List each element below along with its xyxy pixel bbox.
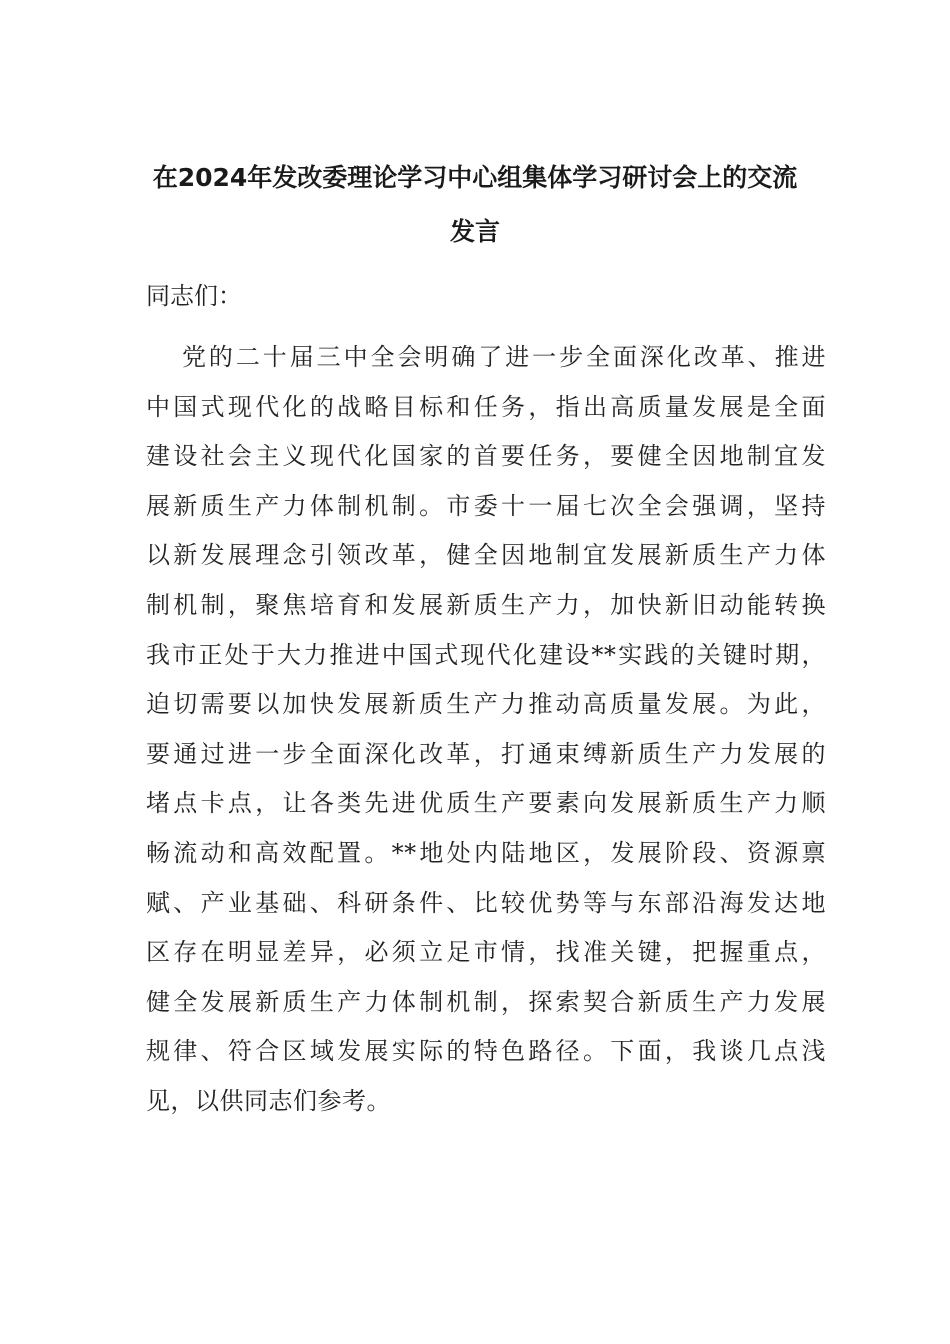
paragraph-line: 我市正处于大力推进中国式现代化建设**实践的关键时期， bbox=[146, 640, 826, 669]
paragraph-line: 见，以供同志们参考。 bbox=[146, 1086, 391, 1115]
paragraph-line: 制机制，聚焦培育和发展新质生产力，加快新旧动能转换 bbox=[146, 590, 826, 619]
body-paragraph bbox=[146, 333, 826, 1127]
paragraph-line: 区存在明显差异，必须立足市情，找准关键，把握重点， bbox=[146, 938, 826, 967]
paragraph-line: 要通过进一步全面深化改革，打通束缚新质生产力发展的 bbox=[146, 739, 826, 768]
paragraph-line: 建设社会主义现代化国家的首要任务，要健全因地制宜发 bbox=[146, 442, 826, 471]
paragraph-line: 以新发展理念引领改革，健全因地制宜发展新质生产力体 bbox=[146, 541, 826, 570]
paragraph-line: 堵点卡点，让各类先进优质生产要素向发展新质生产力顺 bbox=[146, 789, 826, 818]
paragraph-line: 迫切需要以加快发展新质生产力推动高质量发展。为此， bbox=[146, 690, 826, 719]
paragraph-line: 展新质生产力体制机制。市委十一届七次全会强调，坚持 bbox=[146, 491, 826, 520]
paragraph-line: 健全发展新质生产力体制机制，探索契合新质生产力发展 bbox=[146, 987, 826, 1016]
paragraph-line: 党的二十届三中全会明确了进一步全面深化改革、推进 bbox=[182, 343, 826, 371]
paragraph-line: 畅流动和高效配置。**地处内陆地区，发展阶段、资源禀 bbox=[146, 838, 826, 867]
document-title-line-1: 在2024年发改委理论学习中心组集体学习研讨会上的交流 bbox=[152, 163, 798, 192]
paragraph-line: 赋、产业基础、科研条件、比较优势等与东部沿海发达地 bbox=[146, 888, 826, 917]
document-title-line-2: 发言 bbox=[449, 217, 500, 246]
paragraph-line: 中国式现代化的战略目标和任务，指出高质量发展是全面 bbox=[146, 392, 826, 421]
salutation: 同志们： bbox=[146, 282, 242, 310]
paragraph-line: 规律、符合区域发展实际的特色路径。下面，我谈几点浅 bbox=[146, 1037, 826, 1066]
